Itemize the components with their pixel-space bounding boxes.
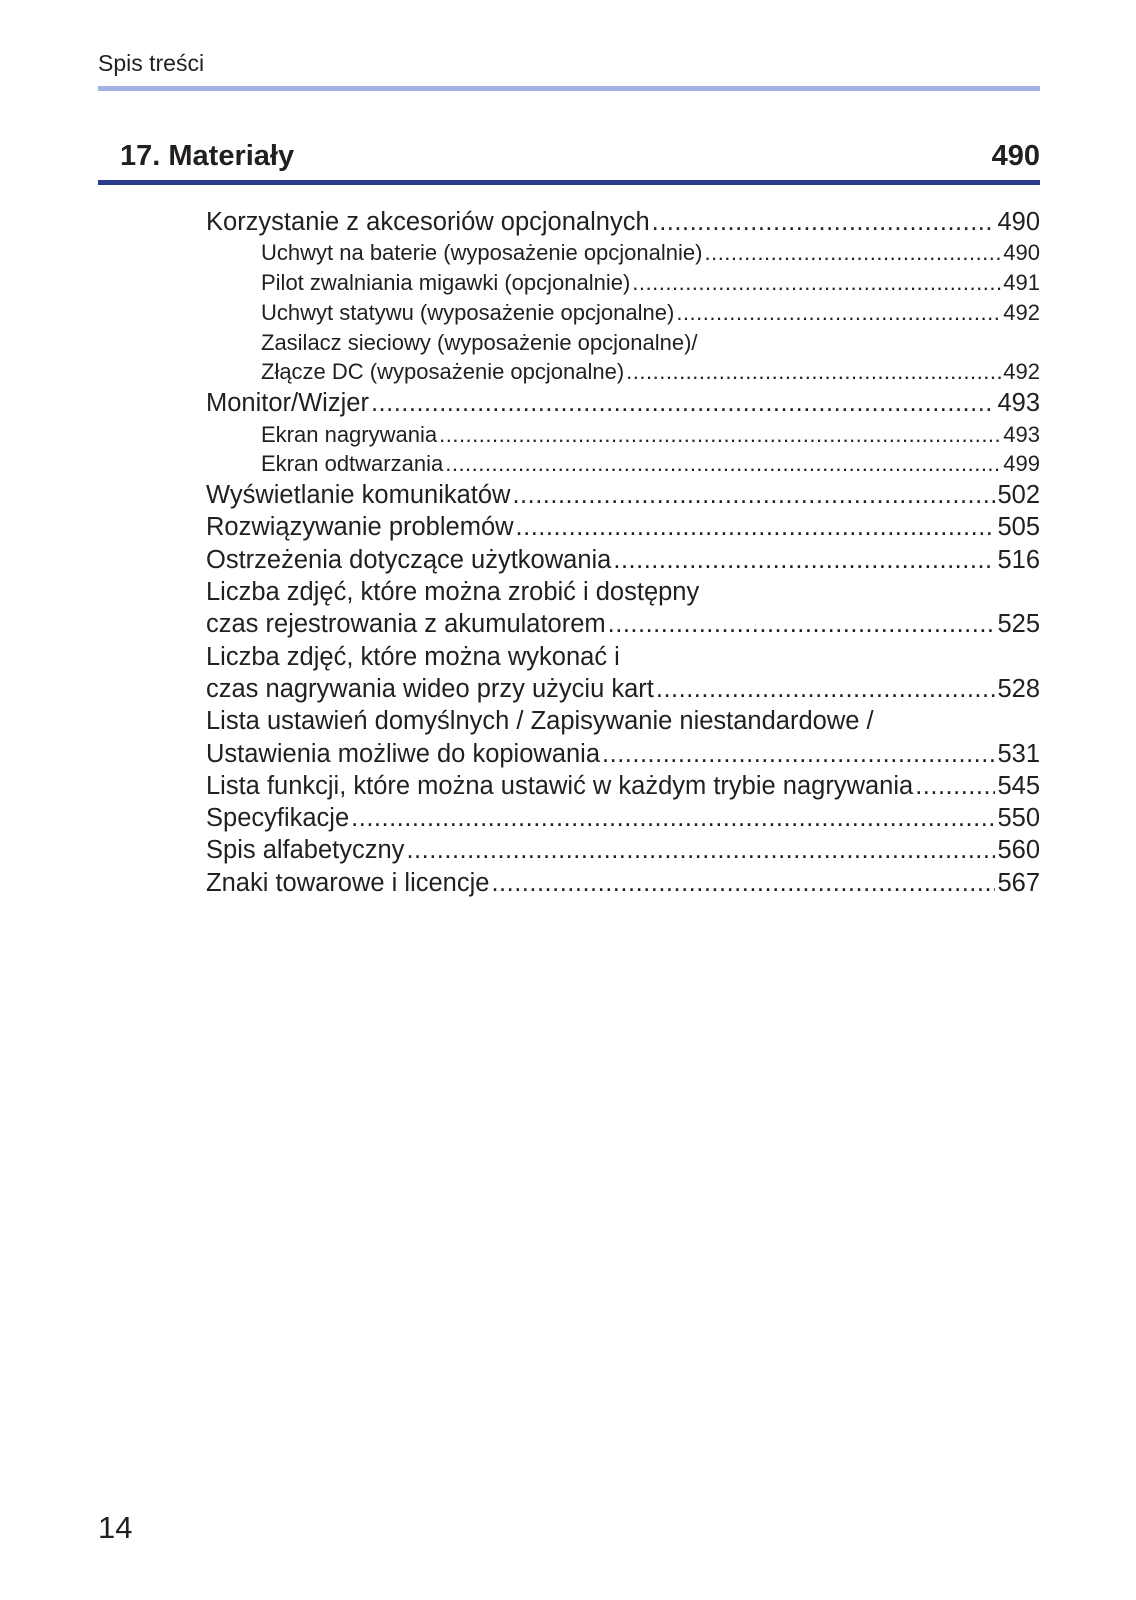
dot-leader [608,608,996,640]
toc-entry-title[interactable]: Monitor/Wizjer [206,389,369,418]
toc-entry[interactable] [206,802,1040,834]
toc-entry[interactable] [206,867,1040,899]
toc-page-number[interactable]: 492 [1003,359,1040,385]
toc-subentry[interactable] [206,238,1040,268]
toc-page-number[interactable]: 531 [997,739,1040,768]
chapter-page-number[interactable]: 490 [991,140,1040,172]
toc-page-number[interactable]: 491 [1003,270,1040,296]
toc-entry[interactable] [206,834,1040,866]
toc-entry-title[interactable]: Ekran odtwarzania [261,451,444,477]
dot-leader [652,206,996,238]
toc-entry-line[interactable]: Liczba zdjęć, które można zrobić i dostępny [206,578,700,607]
page-number: 14 [98,1510,133,1545]
chapter-title[interactable]: 17. Materiały [120,140,295,172]
toc-entry-title[interactable]: Ostrzeżenia dotyczące użytkowania [206,545,612,574]
toc-entry[interactable] [206,206,1040,238]
dot-leader [512,479,995,511]
dot-leader [915,770,995,802]
toc-entry-title[interactable]: Rozwiązywanie problemów [206,513,514,542]
toc-entry[interactable] [206,673,1040,705]
running-header: Spis treści [98,50,205,76]
toc-entry[interactable] [206,479,1040,511]
toc-entry-title[interactable]: Ekran nagrywania [261,421,438,447]
toc-entry-title[interactable]: Korzystanie z akcesoriów opcjonalnych [206,208,650,236]
dot-leader [602,738,995,770]
table-of-contents [206,206,1040,899]
dot-leader [656,673,996,705]
toc-page-number[interactable]: 505 [997,513,1040,542]
toc-page-number[interactable]: 516 [997,545,1040,574]
toc-entry-title[interactable]: Spis alfabetyczny [206,836,405,865]
dot-leader [632,268,1001,298]
toc-subentry[interactable] [206,298,1040,328]
toc-entry-title[interactable]: Znaki towarowe i licencje [206,868,490,897]
toc-entry[interactable] [206,770,1040,802]
toc-page-number[interactable]: 502 [997,481,1040,510]
toc-entry[interactable] [206,544,1040,576]
dot-leader [439,420,1001,450]
chapter-heading [98,140,1040,185]
toc-entry[interactable] [206,608,1040,640]
toc-page-number[interactable]: 528 [997,674,1040,703]
toc-page-number[interactable]: 567 [997,868,1040,897]
toc-page-number[interactable]: 499 [1003,451,1040,477]
toc-page-number[interactable]: 545 [997,771,1040,800]
toc-entry-title[interactable]: Uchwyt statywu (wyposażenie opcjonalne) [261,299,675,325]
toc-entry-title[interactable]: czas nagrywania wideo przy użyciu kart [206,674,654,703]
toc-entry[interactable] [206,387,1040,419]
toc-entry-title[interactable]: Uchwyt na baterie (wyposażenie opcjonalnie) [261,240,703,266]
toc-subentry[interactable] [206,420,1040,450]
toc-entry-title[interactable]: Specyfikacje [206,804,350,833]
toc-subentry[interactable] [206,268,1040,298]
dot-leader [371,387,996,419]
toc-page-number[interactable]: 492 [1003,299,1040,325]
toc-entry[interactable] [206,511,1040,543]
toc-entry-line[interactable]: Liczba zdjęć, które można wykonać i [206,642,620,671]
toc-subentry[interactable] [206,357,1040,387]
toc-page-number[interactable]: 525 [997,610,1040,639]
dot-leader [445,449,1001,479]
toc-entry-title[interactable]: Lista funkcji, które można ustawić w każdym trybie nagrywania [206,771,914,800]
header-rule [98,86,1040,91]
toc-entry-title[interactable]: Pilot zwalniania migawki (opcjonalnie) [261,270,631,296]
dot-leader [676,298,1001,328]
toc-page-number[interactable]: 560 [997,836,1040,865]
toc-page-number[interactable]: 493 [997,389,1040,418]
dot-leader [704,238,1001,268]
dot-leader [406,834,995,866]
dot-leader [613,544,995,576]
toc-page-number[interactable]: 550 [997,804,1040,833]
toc-page-number[interactable]: 490 [1003,240,1040,266]
toc-page-number[interactable]: 490 [997,208,1040,236]
toc-entry[interactable] [206,738,1040,770]
toc-page-number[interactable]: 493 [1003,421,1040,447]
toc-entry-line[interactable]: Lista ustawień domyślnych / Zapisywanie niestandardowe / [206,707,874,736]
toc-subentry[interactable] [206,449,1040,479]
toc-entry-title[interactable]: Złącze DC (wyposażenie opcjonalne) [261,359,625,385]
toc-entry-title[interactable]: czas rejestrowania z akumulatorem [206,610,606,639]
dot-leader [626,357,1001,387]
toc-entry-title[interactable]: Ustawienia możliwe do kopiowania [206,739,601,768]
dot-leader [516,511,996,543]
toc-entry-line[interactable]: Zasilacz sieciowy (wyposażenie opcjonalne)/ [261,329,698,355]
dot-leader [491,867,995,899]
dot-leader [351,802,995,834]
toc-entry-title[interactable]: Wyświetlanie komunikatów [206,481,511,510]
